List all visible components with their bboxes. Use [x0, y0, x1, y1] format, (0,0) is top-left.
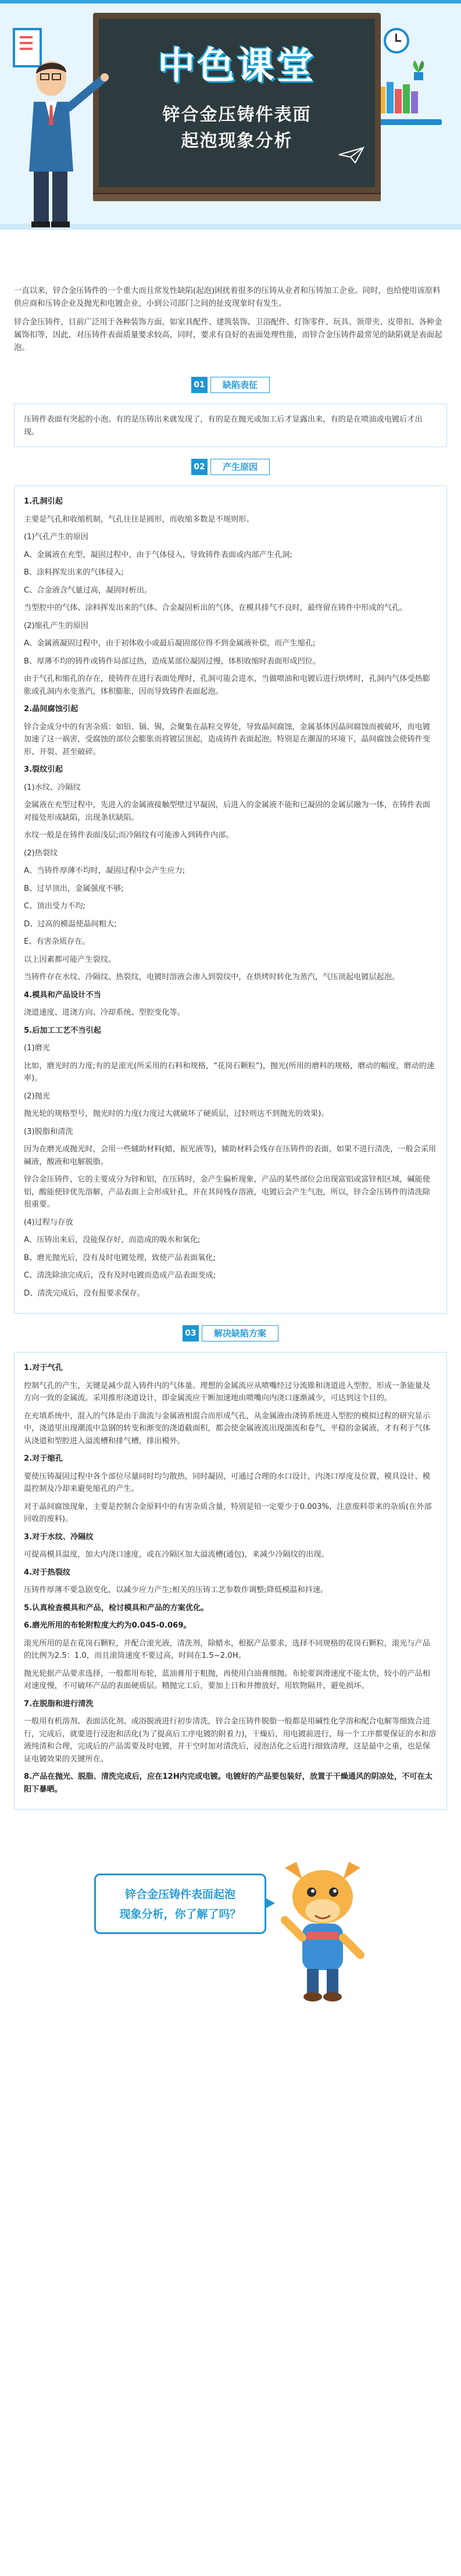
subsection-heading: (1)磨光 — [24, 1044, 51, 1052]
subsection-heading: (1)气孔产生的原因 — [24, 533, 88, 541]
speech-bubble — [94, 1874, 266, 1934]
subsection-heading: 3.裂纹引起 — [24, 765, 63, 774]
subsection-heading: 7.在脱脂和进行清洗 — [24, 1699, 94, 1708]
body-paragraph: 压铸件表面有突起的小泡。有的是压铸出来就发现了，有的是在抛光或加工后才显露出来，有的是在喷油或电镀后才出现。 — [24, 415, 423, 437]
hero-title: 中色课堂 — [158, 45, 316, 87]
body-paragraph: D、过高的模温使晶间粗大; — [24, 919, 117, 929]
section-number: 03 — [183, 1325, 199, 1341]
section-number: 01 — [191, 377, 208, 393]
subsection-heading: (4)过程与存放 — [24, 1218, 73, 1227]
body-paragraph: 锌合金成分中的有害杂质：如铅、镉、锡，会聚集在晶粒交界处，导致晶间腐蚀，金属基体因晶间腐蚀而被破坏，而电镀加速了这一祸害，受腐蚀的部位会膨胀而将镀层顶起，造成铸件表面起泡。特别是在潮湿的环境下，晶间腐蚀会使铸件变形、开裂、甚至破碎。 — [24, 722, 430, 757]
body-paragraph: C、顶出受力不均; — [24, 902, 85, 911]
body-paragraph: 可提高模具温度，加大内浇口速度，或在冷隔区加大溢流槽(通包)，来减少冷隔纹的出现。 — [24, 1550, 329, 1559]
body-paragraph: B、厚薄不均的铸件或铸件局部过热，造成某部位凝固过慢，体积收缩时表面形成凹位。 — [24, 657, 321, 666]
speech-bubble-line1: 锌合金压铸件表面起泡 — [124, 1888, 235, 1901]
body-paragraph: 压铸件厚薄不要急剧变化，以减少应力产生;相关的压铸工艺参数作调整;降低模温和抖速。 — [24, 1586, 328, 1594]
body-paragraph: 当铸件存在水纹、冷隔纹、热裂纹，电镀时溶液会渗入到裂纹中，在烘烤时转化为蒸汽，气压顶起电镀层起泡。 — [24, 973, 400, 982]
footer-mascot-area — [0, 1821, 461, 2031]
body-paragraph: A、金属液在充型，凝固过程中，由于气体侵入，导致铸件表面或内部产生孔洞; — [24, 550, 292, 559]
section-number: 02 — [191, 459, 208, 475]
subsection-heading: 1.孔洞引起 — [24, 497, 63, 506]
body-paragraph: C、清洗除油完成后，没有及时电镀而造成产品表面变成; — [24, 1271, 216, 1280]
subsection-heading: (2)缩孔产生的原因 — [24, 621, 88, 630]
body-paragraph: 因为在磨光或抛光时，会用一些辅助材料(蜡，振光液等)，辅助材料会残存在压铸件的表面，如果不进行清洗，一般会采用碱液，酸液和电解脱脂。 — [24, 1145, 437, 1166]
chalkboard — [93, 13, 381, 193]
body-paragraph: 金属液在充型过程中，先进入的金属液接触型壁过早凝固，后进入的金属液不能和已凝固的金属层融为一体，在铸件表面对接处形成缺陷，出现条状缺陷。 — [24, 801, 430, 822]
hero-banner — [0, 0, 461, 273]
body-paragraph: 由于气孔和缩孔的存在，使铸件在进行表面处理时，孔洞可能会进水，当做喷油和电镀后进行烘烤时，孔洞内气体受热膨胀或孔洞内水变蒸汽，体积膨胀，因而导致铸件表面起泡。 — [24, 675, 430, 696]
body-paragraph: 滚光所用的是在花岗石颗粒，并配合滚光液，清洗剂，除蜡水，根据产品要求，选择不同规格的花岗石颗粒，滚光与产品的比例为2.5：1.0，而且滚筒速度不要过高，时间在1.5~2.0H。 — [24, 1639, 430, 1660]
body-paragraph: 当型腔中的气体、涂料挥发出来的气体、合金凝固析出的气体，在模具排气不良时，最终留在铸件中形成的气孔。 — [24, 604, 408, 612]
hero-top-border — [0, 0, 461, 3]
chalk-tray — [93, 194, 381, 201]
section-heading-defect-characterization — [0, 377, 461, 394]
subsection-heading: 5.后加工工艺不当引起 — [24, 1026, 101, 1035]
subsection-heading: 1.对于气孔 — [24, 1364, 63, 1372]
subsection-heading: 2.对于缩孔 — [24, 1454, 63, 1463]
subsection-heading: 4.对于热裂纹 — [24, 1568, 71, 1577]
body-paragraph: 对于晶间腐蚀现象，主要是控制合金原料中的有害杂质含量，特别是铅一定要少于0.003%，注意废料带来的杂质(在外部回收的废料)。 — [24, 1502, 432, 1524]
wall-clock-icon — [384, 28, 409, 53]
body-paragraph: 一般用有机溶剂、表面活化剂、或浴脱液进行初步清洗，锌合金压铸件脱脂一般都是用碱性化学溶和配合电解等细致合进行，完成后，就要进行浸泡和活化(为了提高后工序电镀的附着力)，干燥后，用电镀前进行，每一个工序都要保证的水和溶液纯清和合理，完成后的产品需要及时电镀，并干空时加对清洗后，浸泡活化之后进行细致清理，这是最中之重，也是保证电镀效果的关键所在。 — [24, 1717, 437, 1764]
hero-floor — [0, 230, 461, 273]
subsection-heading: (3)脱脂和清洗 — [24, 1127, 73, 1136]
subsection-heading: (2)热裂纹 — [24, 848, 58, 858]
body-paragraph: 抛光轮据产品要求选择，一般都用布轮，蓝油膏用于粗抛，再使用白油膏细抛。布轮要润滑速度不能太快，较小的产品相对速度慢，不可破坏产品的表面硬质层。精抛完工后，要加上日和井擦放好，用软物隔开，避免损坏。 — [24, 1669, 430, 1690]
body-paragraph: D、清洗完成后，没有报要求保存。 — [24, 1289, 145, 1298]
body-paragraph: 锌合金压铸件，它的主要成分为锌和铝，在压铸时，金产生偏析现象，产品的某些部位会出现富铝或富锌相区域，碱能使铝，酸能使锌优先溶解，产品表面上会形成针孔，并在其间残存溶液，电镀后会产生气泡，所以，锌合金压铸件的清洗除很重要。 — [24, 1175, 430, 1209]
teacher-illustration — [10, 55, 109, 230]
body-paragraph: 主要是气孔和收缩机制，气孔往往是圆形，而收缩多数是不规则形。 — [24, 515, 254, 524]
body-paragraph: A、压铸出来后，没能保存好，而造成的吸水和氧化; — [24, 1236, 201, 1244]
section-title: 缺陷表征 — [210, 377, 270, 393]
intro-paragraph: 一直以来，锌合金压铸件的一个重大而且常发性缺陷(起泡)困扰着很多的压铸从业者和压铸加工企业。同时，也给使用该原料供应商和压铸企业及抛光和电镀企业，小到公司部门之间的扯皮现象时有发生。 — [14, 287, 441, 308]
body-paragraph: B、磨光抛光后，没有及时电镀处理，致使产品表面氧化; — [24, 1253, 216, 1262]
section-title: 产生原因 — [210, 459, 270, 475]
hero-subtitle-line1: 锌合金压铸件表面 — [162, 105, 312, 124]
body-paragraph: 浇道速度、进浇方向、冷却系统、型腔变化等。 — [24, 1008, 185, 1017]
body-paragraph: B、过早顶出，金属强度不够; — [24, 884, 124, 893]
intro-section — [0, 273, 461, 371]
body-paragraph: 在充填系统中，混入的气体是由于湍流与金属液相混合而形成气孔，从金属液由浇铸系统进入型腔的模拟过程的研究显示中，浇道里出现潮流中急钢的转变和渐变的浇道截面积，都会使金属液流出现湍流和卷气，平稳的金属液，才有利于气体从浇道和型腔进入溢流槽和排气槽，排出模外。 — [24, 1411, 430, 1446]
intro-paragraph: 锌合金压铸件，目前广泛用于各种装饰方面，如家具配件、建筑装饰、卫浴配件、灯饰零件、玩具、领带夹、皮带扣、各种金属饰扣等，因此，对压铸件表面质量要求较高，同时，要求有良好的表面处理性能，而锌合金压铸件最常见的缺陷就是表面起泡。 — [14, 318, 442, 352]
body-paragraph: A、金属液凝固过程中，由于初体收小或最后凝固部位得不到金属液补偿，而产生缩孔; — [24, 639, 316, 648]
section-heading-solutions — [0, 1325, 461, 1343]
body-paragraph: 以上因素都可能产生裂纹。 — [24, 955, 116, 964]
body-paragraph: 要使压铸凝固过程中各个部位尽量同时均匀散热，同时凝固，可通过合理的水口设计，内浇口厚度及位置，模具设计、模温控制及冷却来避免缩孔的产生。 — [24, 1472, 430, 1493]
hero-subtitle-line2: 起泡现象分析 — [181, 131, 293, 151]
subsection-heading: 4.模具和产品设计不当 — [24, 990, 101, 1000]
potted-plant-icon — [407, 58, 430, 81]
body-paragraph: C、合金液含气量过高，凝固时析出。 — [24, 586, 152, 595]
subsection-heading: (2)抛光 — [24, 1091, 51, 1101]
section-title: 解决缺陷方案 — [202, 1325, 278, 1341]
cow-mascot-illustration — [273, 1850, 372, 2007]
body-paragraph: 比如，磨光时的力度;有的是滚光(所采用的石料和规格，“花岗石颗粒”)，抛光(所用的磨料的规格，磨动的幅度，磨动的速率)。 — [24, 1061, 435, 1083]
section-body-solutions — [14, 1352, 447, 1810]
body-paragraph: B、涂料挥发出来的气体侵入; — [24, 568, 124, 577]
subsection-heading: 5.认真检查模具和产品，检讨模具和产品的方案优化。 — [24, 1603, 209, 1612]
section-body-causes — [14, 486, 447, 1314]
subsection-heading: (1)水纹、冷隔纹 — [24, 783, 81, 792]
body-paragraph: 抛光轮的规格型号，抛光时的力度(力度过大就破坏了硬质层，过轻则达不到抛光的效果)。 — [24, 1109, 329, 1118]
body-paragraph: E、有害杂质存在。 — [24, 937, 90, 946]
subsection-heading: 2.晶间腐蚀引起 — [24, 705, 78, 713]
subsection-heading: 3.对于水纹、冷隔纹 — [24, 1532, 94, 1542]
paper-plane-icon — [338, 147, 364, 164]
body-paragraph: A、当铸件厚薄不均时，凝固过程中会产生应力; — [24, 866, 185, 875]
section-body-defect-characterization — [14, 404, 447, 447]
body-paragraph: 控制气孔的产生，关键是减少混入铸件内的气体量。理想的金属流应从喷嘴经过分流锥和浇道进入型腔，形成一条能量及方向一致的金属流。采用推形浇道设计，即金属流应干断加速地由喷嘴向内浇口逐渐减少，可达到这个目的。 — [24, 1381, 430, 1403]
subsection-heading: 8.产品在抛光、脱脂、清洗完成后，应在12H内完成电镀。电镀好的产品要包装好，放置于干燥通风的阴凉处，不可在太阳下暴晒。 — [24, 1772, 433, 1794]
body-paragraph: 水纹一般是在铸件表面浅层;而冷隔纹有可能渗入到铸件内部。 — [24, 831, 234, 840]
section-heading-causes — [0, 459, 461, 476]
subsection-heading: 6.磨光所用的布轮附粒度大约为0.045-0.069。 — [24, 1621, 191, 1630]
books-icon — [375, 79, 421, 113]
speech-bubble-line2: 现象分析，你了解了吗？ — [119, 1908, 241, 1921]
